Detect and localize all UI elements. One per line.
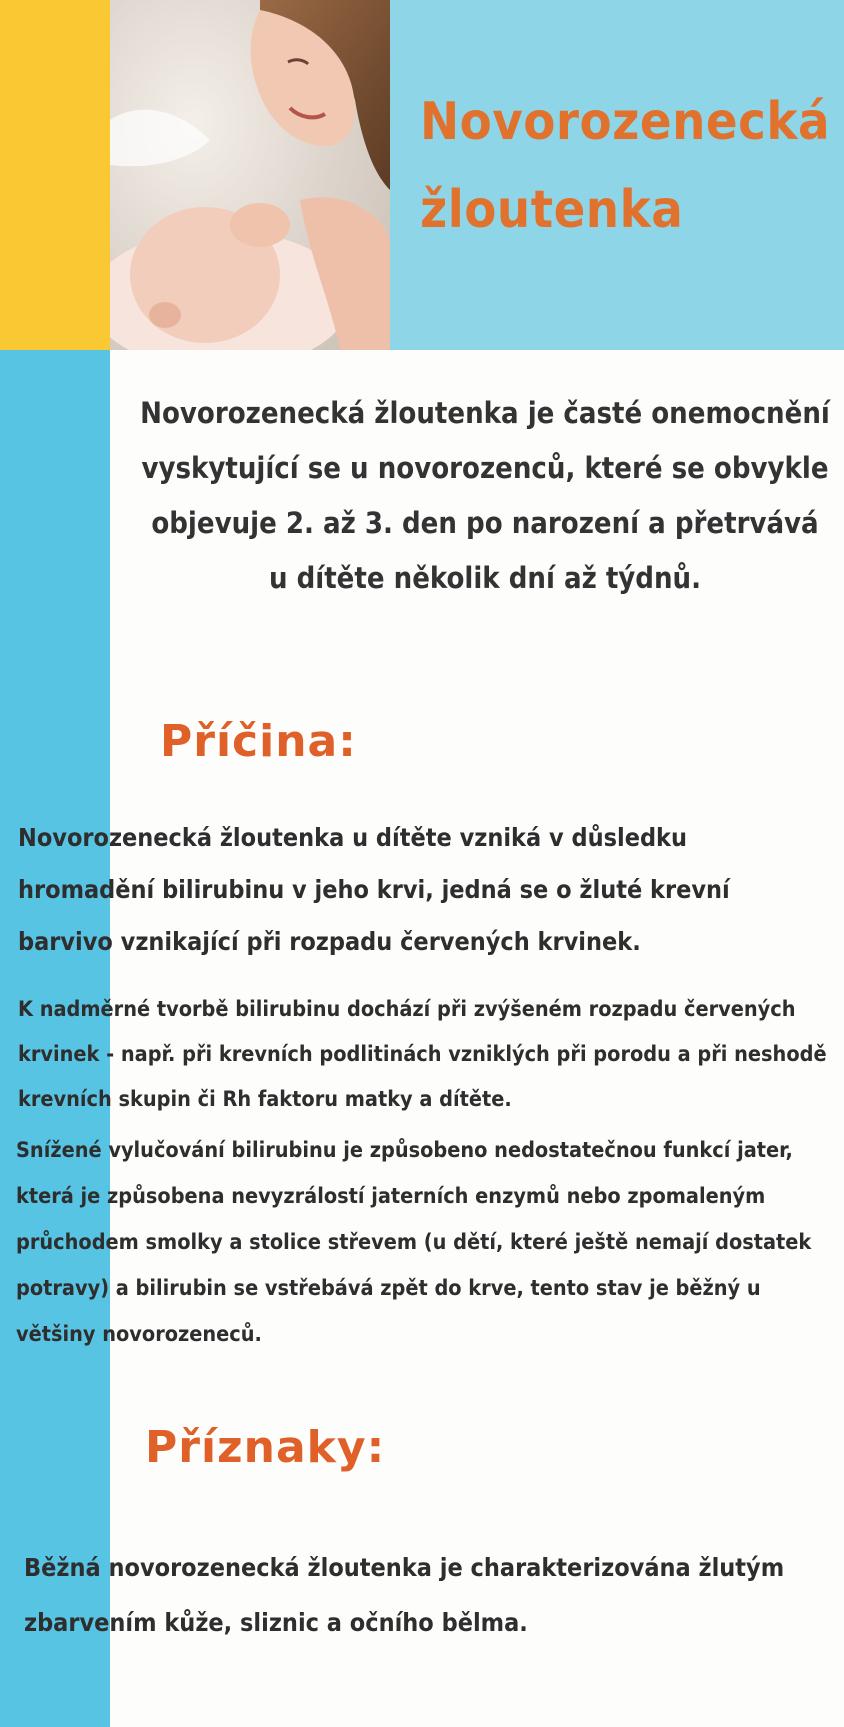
yellow-side-strip: [0, 0, 110, 350]
cause-paragraph-3: Snížené vylučování bilirubinu je způsobeno nedostatečnou funkcí jater, která je způsobena nevyzrálostí jaterních enzymů nebo zpomaleným průchodem smolky a stolice střevem (u dětí, které ještě nemají dostatek potravy) a bilirubin se vstřebává zpět do krve, tento stav je běžný u většiny novorozeneců.: [16, 1138, 812, 1347]
symptoms-heading: Příznaky:: [145, 1422, 386, 1473]
title-line-2: žloutenka: [420, 180, 684, 240]
symptoms-paragraph-1: Běžná novorozenecká žloutenka je charakterizována žlutým zbarvením kůže, sliznic a očního bělma.: [24, 1553, 785, 1637]
mother-and-baby-icon: [110, 0, 390, 350]
mother-and-baby-photo: [110, 0, 390, 350]
page-title: [420, 78, 830, 254]
cause-paragraph-2: K nadměrné tvorbě bilirubinu dochází při zvýšeném rozpadu červených krvinek - např. při krevních podlitinách vzniklých při porodu a při neshodě krevních skupin či Rh faktoru matky a dítěte.: [18, 997, 827, 1112]
cause-heading: Příčina:: [160, 716, 357, 767]
title-line-1: Novorozenecká: [420, 92, 831, 152]
cause-paragraph-1: Novorozenecká žloutenka u dítěte vzniká v důsledku hromadění bilirubinu v jeho krvi, jedná se o žluté krevní barvivo vznikající při rozpadu červených krvinek.: [18, 823, 730, 956]
intro-paragraph: Novorozenecká žloutenka je časté onemocnění vyskytující se u novorozenců, které se obvykle objevuje 2. až 3. den po narození a přetrvává u dítěte několik dní až týdnů.: [140, 396, 830, 595]
